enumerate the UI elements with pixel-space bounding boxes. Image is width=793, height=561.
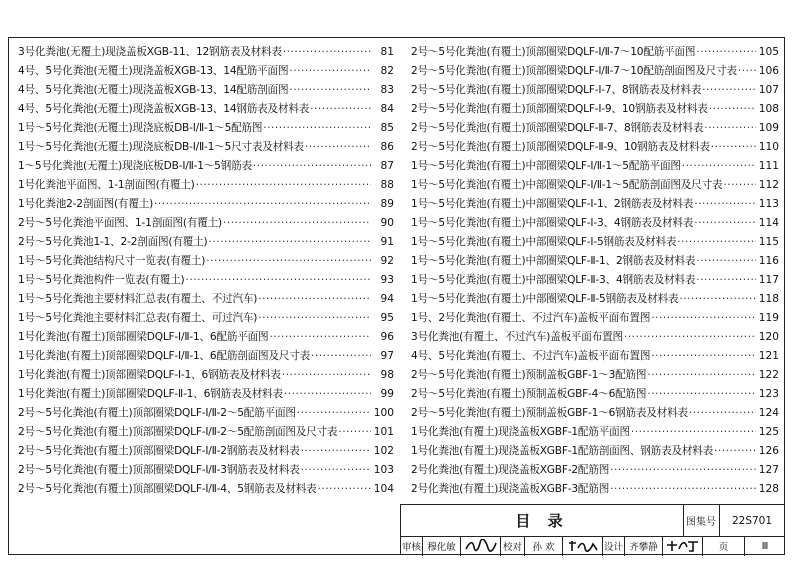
toc-entry-title: 2号化粪池(有覆土)现浇盖板XGBF-3配筋图 <box>411 483 610 495</box>
toc-entry-title: 2号～5号化粪池(有覆土)顶部圈梁DQLF-Ⅰ/Ⅱ-2～5配筋剖面图及尺寸表 <box>18 426 338 438</box>
toc-entry-page: 122 <box>758 369 779 381</box>
toc-entry-page: 119 <box>758 312 779 324</box>
toc-leader-dots <box>223 214 371 233</box>
toc-entry-title: 2号～5号化粪池平面图、1-1剖面图(有覆土) <box>18 217 222 229</box>
toc-entry <box>18 347 394 366</box>
toc-entry-title: 1号～5号化粪池(有覆土)中部圈梁QLF-Ⅱ-5钢筋表及材料表 <box>411 293 679 305</box>
toc-entry-title: 1号化粪池(有覆土)顶部圈梁DQLF-Ⅰ-1、6钢筋表及材料表 <box>18 369 281 381</box>
toc-entry-page: 82 <box>380 65 394 77</box>
toc-entry <box>18 62 394 81</box>
page-number: Ⅲ <box>761 540 769 552</box>
toc-leader-dots <box>208 233 371 252</box>
toc-entry <box>411 252 779 271</box>
toc-entry <box>18 176 394 195</box>
toc-entry <box>18 290 394 309</box>
toc-entry <box>411 328 779 347</box>
toc-entry <box>411 423 779 442</box>
toc-entry-title: 2号～5号化粪池(有覆土)顶部圈梁DQLF-Ⅰ/Ⅱ-4、5钢筋表及材料表 <box>18 483 317 495</box>
toc-entry-title: 2号化粪池(有覆土)现浇盖板XGBF-2配筋图 <box>411 464 610 476</box>
toc-entry-page: 118 <box>758 293 779 305</box>
toc-entry-title: 2号～5号化粪池(有覆土)顶部圈梁DQLF-Ⅱ-9、10钢筋表及材料表 <box>411 141 710 153</box>
toc-entry-page: 115 <box>758 236 779 248</box>
toc-entry-page: 87 <box>380 160 394 172</box>
review-label: 审核 <box>401 536 423 556</box>
toc-entry-title: 2号～5号化粪池(有覆土)顶部圈梁DQLF-Ⅰ-9、10钢筋表及材料表 <box>411 103 708 115</box>
toc-entry-title: 1号～5号化粪池主要材料汇总表(有覆土、不过汽车) <box>18 293 258 305</box>
toc-leader-dots <box>610 480 756 499</box>
toc-entry-page: 110 <box>758 141 779 153</box>
reviewer-name: 穆化敏 <box>423 536 461 556</box>
toc-entry-page: 116 <box>758 255 779 267</box>
toc-entry-page: 88 <box>380 179 394 191</box>
toc-leader-dots <box>610 461 756 480</box>
toc-entry <box>18 43 394 62</box>
toc-entry-title: 1号～5号化粪池结构尺寸一览表(有覆土) <box>18 255 206 267</box>
toc-entry <box>411 138 779 157</box>
toc-entry-page: 93 <box>380 274 394 286</box>
toc-entry-page: 109 <box>758 122 779 134</box>
toc-entry-title: 4号、5号化粪池(无覆土)现浇盖板XGB-13、14配筋剖面图 <box>18 84 289 96</box>
toc-entry-page: 123 <box>758 388 779 400</box>
toc-entry-page: 126 <box>758 445 779 457</box>
toc-entry-title: 2号～5号化粪池(有覆土)顶部圈梁DQLF-Ⅱ-7、8钢筋表及材料表 <box>411 122 704 134</box>
toc-leader-dots <box>709 100 756 119</box>
toc-entry <box>18 366 394 385</box>
checker-name: 孙 欢 <box>525 536 563 556</box>
toc-entry <box>411 157 779 176</box>
toc-entry-page: 83 <box>380 84 394 96</box>
toc-entry <box>411 62 779 81</box>
toc-entry-page: 102 <box>373 445 394 457</box>
toc-entry-page: 111 <box>758 160 779 172</box>
toc-left-column <box>18 43 394 499</box>
toc-entry <box>18 195 394 214</box>
check-label: 校对 <box>501 536 525 556</box>
toc-entry-title: 1号化粪池2-2剖面图(有覆土) <box>18 198 154 210</box>
toc-entry-page: 120 <box>758 331 779 343</box>
toc-entry-title: 1号～5号化粪池(有覆土)中部圈梁QLF-Ⅰ-5钢筋表及材料表 <box>411 236 677 248</box>
toc-entry-title: 1号～5号化粪池构件一览表(有覆土) <box>18 274 185 286</box>
toc-leader-dots <box>696 252 756 271</box>
toc-leader-dots <box>651 347 756 366</box>
toc-entry-title: 1号～5号化粪池(有覆土)中部圈梁QLF-Ⅰ/Ⅱ-1～5配筋剖面图及尺寸表 <box>411 179 723 191</box>
toc-entry-page: 113 <box>758 198 779 210</box>
toc-entry <box>411 480 779 499</box>
toc-entry <box>18 100 394 119</box>
toc-entry <box>411 176 779 195</box>
atlas-number-label: 图集号 <box>683 505 720 536</box>
toc-leader-dots <box>647 385 756 404</box>
toc-entry-page: 86 <box>380 141 394 153</box>
page-label: 页 <box>703 536 745 556</box>
toc-leader-dots <box>624 328 756 347</box>
toc-entry-title: 1号～5号化粪池(有覆土)中部圈梁QLF-Ⅰ-3、4钢筋表及材料表 <box>411 217 694 229</box>
toc-entry <box>18 461 394 480</box>
toc-leader-dots <box>185 271 371 290</box>
toc-entry-page: 108 <box>758 103 779 115</box>
toc-leader-dots <box>714 442 756 461</box>
toc-entry <box>18 423 394 442</box>
reviewer-signature <box>461 536 501 556</box>
toc-entry <box>18 309 394 328</box>
toc-entry <box>411 385 779 404</box>
toc-entry <box>411 81 779 100</box>
toc-entry <box>411 195 779 214</box>
toc-leader-dots <box>253 157 371 176</box>
toc-entry-title: 1号～5号化粪池主要材料汇总表(有覆土、可过汽车) <box>18 312 258 324</box>
toc-entry-title: 1号化粪池(有覆土)现浇盖板XGBF-1配筋平面图 <box>411 426 630 438</box>
toc-entry <box>18 328 394 347</box>
toc-entry <box>18 271 394 290</box>
toc-leader-dots <box>682 157 756 176</box>
toc-entry-page: 124 <box>758 407 779 419</box>
toc-entry-page: 117 <box>758 274 779 286</box>
toc-entry <box>18 138 394 157</box>
checker-signature <box>563 536 603 556</box>
toc-leader-dots <box>677 233 756 252</box>
toc-entry-title: 1号化粪池(有覆土)顶部圈梁DQLF-Ⅱ-1、6钢筋表及材料表 <box>18 388 283 400</box>
toc-right-column <box>411 43 779 499</box>
toc-entry-title: 4号、5号化粪池(无覆土)现浇盖板XGB-13、14钢筋表及材料表 <box>18 103 310 115</box>
toc-entry-page: 121 <box>758 350 779 362</box>
toc-leader-dots <box>696 43 756 62</box>
toc-entry-page: 128 <box>758 483 779 495</box>
toc-leader-dots <box>258 290 371 309</box>
toc-entry-title: 1号～5号化粪池(有覆土)中部圈梁QLF-Ⅰ-1、2钢筋表及材料表 <box>411 198 694 210</box>
toc-entry <box>411 366 779 385</box>
toc-entry-page: 112 <box>758 179 779 191</box>
toc-entry-title: 2号～5号化粪池(有覆土)顶部圈梁DQLF-Ⅰ/Ⅱ-3钢筋表及材料表 <box>18 464 300 476</box>
toc-entry <box>18 119 394 138</box>
toc-leader-dots <box>631 423 756 442</box>
toc-leader-dots <box>305 138 371 157</box>
toc-entry-page: 101 <box>373 426 394 438</box>
toc-leader-dots <box>723 176 756 195</box>
toc-leader-dots <box>301 461 371 480</box>
toc-entry-title: 2号～5号化粪池(有覆土)顶部圈梁DQLF-Ⅰ/Ⅱ-7～10配筋剖面图及尺寸表 <box>411 65 737 77</box>
toc-entry-page: 104 <box>373 483 394 495</box>
toc-entry-page: 81 <box>380 46 394 58</box>
toc-leader-dots <box>284 385 371 404</box>
toc-leader-dots <box>258 309 371 328</box>
toc-leader-dots <box>301 442 371 461</box>
designer-signature <box>663 536 703 556</box>
toc-entry-title: 1号、2号化粪池(有覆土、不过汽车)盖板平面布置图 <box>411 312 651 324</box>
toc-entry-page: 127 <box>758 464 779 476</box>
title-block <box>400 504 785 555</box>
toc-leader-dots <box>289 81 371 100</box>
toc-entry-page: 103 <box>373 464 394 476</box>
toc-entry-title: 4号、5号化粪池(有覆土、不过汽车)盖板平面布置图 <box>411 350 651 362</box>
toc-entry-title: 1号化粪池平面图、1-1剖面图(有覆土) <box>18 179 195 191</box>
toc-entry-page: 94 <box>380 293 394 305</box>
toc-entry-title: 1号～5号化粪池(无覆土)现浇底板DB-Ⅰ/Ⅱ-1～5尺寸表及材料表 <box>18 141 304 153</box>
toc-entry-page: 89 <box>380 198 394 210</box>
toc-entry-title: 2号～5号化粪池1-1、2-2剖面图(有覆土) <box>18 236 208 248</box>
toc-leader-dots <box>647 366 756 385</box>
toc-entry-page: 85 <box>380 122 394 134</box>
toc-leader-dots <box>206 252 371 271</box>
toc-entry-page: 96 <box>380 331 394 343</box>
toc-leader-dots <box>269 328 371 347</box>
toc-entry <box>18 480 394 499</box>
toc-entry <box>411 214 779 233</box>
toc-leader-dots <box>282 366 371 385</box>
toc-leader-dots <box>310 100 371 119</box>
toc-entry-page: 100 <box>373 407 394 419</box>
toc-entry <box>18 385 394 404</box>
toc-leader-dots <box>154 195 371 214</box>
toc-leader-dots <box>738 62 756 81</box>
toc-entry-title: 1号化粪池(有覆土)现浇盖板XGBF-1配筋剖面图、钢筋表及材料表 <box>411 445 714 457</box>
toc-leader-dots <box>263 119 371 138</box>
toc-entry <box>18 157 394 176</box>
toc-leader-dots <box>694 195 756 214</box>
toc-leader-dots <box>196 176 371 195</box>
toc-leader-dots <box>711 138 756 157</box>
toc-entry <box>411 290 779 309</box>
toc-entry-title: 3号化粪池(有覆土、不过汽车)盖板平面布置图 <box>411 331 623 343</box>
toc-entry <box>18 442 394 461</box>
toc-entry <box>411 43 779 62</box>
toc-leader-dots <box>704 119 756 138</box>
toc-entry-page: 84 <box>380 103 394 115</box>
toc-entry-title: 2号～5号化粪池(有覆土)顶部圈梁DQLF-Ⅰ/Ⅱ-2钢筋表及材料表 <box>18 445 300 457</box>
toc-entry-title: 1号化粪池(有覆土)顶部圈梁DQLF-Ⅰ/Ⅱ-1、6配筋剖面图及尺寸表 <box>18 350 310 362</box>
toc-entry-page: 107 <box>758 84 779 96</box>
toc-entry-page: 91 <box>380 236 394 248</box>
toc-entry <box>18 404 394 423</box>
toc-entry-page: 97 <box>380 350 394 362</box>
toc-entry <box>411 119 779 138</box>
toc-leader-dots <box>679 290 756 309</box>
toc-entry-page: 98 <box>380 369 394 381</box>
signature-icon <box>566 539 600 553</box>
toc-entry-title: 2号～5号化粪池(有覆土)顶部圈梁DQLF-Ⅰ/Ⅱ-7～10配筋平面图 <box>411 46 696 58</box>
toc-entry-title: 4号、5号化粪池(无覆土)现浇盖板XGB-13、14配筋平面图 <box>18 65 289 77</box>
toc-leader-dots <box>338 423 371 442</box>
toc-leader-dots <box>297 404 371 423</box>
toc-entry <box>411 404 779 423</box>
toc-entry-title: 1号～5号化粪池(有覆土)中部圈梁QLF-Ⅰ/Ⅱ-1～5配筋平面图 <box>411 160 681 172</box>
toc-entry-title: 2号～5号化粪池(有覆土)顶部圈梁DQLF-Ⅰ/Ⅱ-2～5配筋平面图 <box>18 407 296 419</box>
toc-entry <box>411 347 779 366</box>
signature-icon <box>665 539 701 553</box>
toc-leader-dots <box>283 43 371 62</box>
toc-entry <box>18 233 394 252</box>
toc-leader-dots <box>689 404 756 423</box>
toc-entry-title: 1～5号化粪池(无覆土)现浇底板DB-Ⅰ/Ⅱ-1～5钢筋表 <box>18 160 252 172</box>
toc-entry <box>18 214 394 233</box>
toc-entry <box>411 100 779 119</box>
toc-leader-dots <box>289 62 371 81</box>
toc-entry-title: 2号～5号化粪池(有覆土)预制盖板GBF-1～6钢筋表及材料表 <box>411 407 688 419</box>
toc-entry-title: 2号～5号化粪池(有覆土)预制盖板GBF-1～3配筋图 <box>411 369 647 381</box>
toc-entry <box>411 233 779 252</box>
toc-entry-page: 114 <box>758 217 779 229</box>
toc-leader-dots <box>696 271 756 290</box>
toc-entry <box>18 252 394 271</box>
toc-entry-title: 1号～5号化粪池(无覆土)现浇底板DB-Ⅰ/Ⅱ-1～5配筋图 <box>18 122 263 134</box>
toc-leader-dots <box>651 309 756 328</box>
toc-entry <box>411 309 779 328</box>
designer-name: 齐攀静 <box>625 536 663 556</box>
toc-entry-page: 92 <box>380 255 394 267</box>
design-label: 设计 <box>603 536 625 556</box>
toc-entry-title: 1号～5号化粪池(有覆土)中部圈梁QLF-Ⅱ-1、2钢筋表及材料表 <box>411 255 696 267</box>
toc-entry <box>411 461 779 480</box>
document-title: 目 录 <box>401 505 684 536</box>
toc-leader-dots <box>311 347 371 366</box>
toc-entry-page: 105 <box>758 46 779 58</box>
toc-leader-dots <box>702 81 756 100</box>
toc-entry-page: 106 <box>758 65 779 77</box>
signature-icon <box>464 539 498 553</box>
toc-entry <box>411 271 779 290</box>
atlas-number: 22S701 <box>731 514 773 527</box>
toc-entry-title: 2号～5号化粪池(有覆土)预制盖板GBF-4～6配筋图 <box>411 388 647 400</box>
toc-entry-page: 99 <box>380 388 394 400</box>
toc-entry-title: 3号化粪池(无覆土)现浇盖板XGB-11、12钢筋表及材料表 <box>18 46 282 58</box>
toc-entry-page: 95 <box>380 312 394 324</box>
toc-entry-title: 1号化粪池(有覆土)顶部圈梁DQLF-Ⅰ/Ⅱ-1、6配筋平面图 <box>18 331 269 343</box>
toc-entry-title: 2号～5号化粪池(有覆土)顶部圈梁DQLF-Ⅰ-7、8钢筋表及材料表 <box>411 84 702 96</box>
toc-leader-dots <box>318 480 371 499</box>
toc-leader-dots <box>694 214 756 233</box>
toc-entry-page: 125 <box>758 426 779 438</box>
toc-entry-page: 90 <box>380 217 394 229</box>
toc-entry <box>411 442 779 461</box>
toc-entry-title: 1号～5号化粪池(有覆土)中部圈梁QLF-Ⅱ-3、4钢筋表及材料表 <box>411 274 696 286</box>
toc-entry <box>18 81 394 100</box>
